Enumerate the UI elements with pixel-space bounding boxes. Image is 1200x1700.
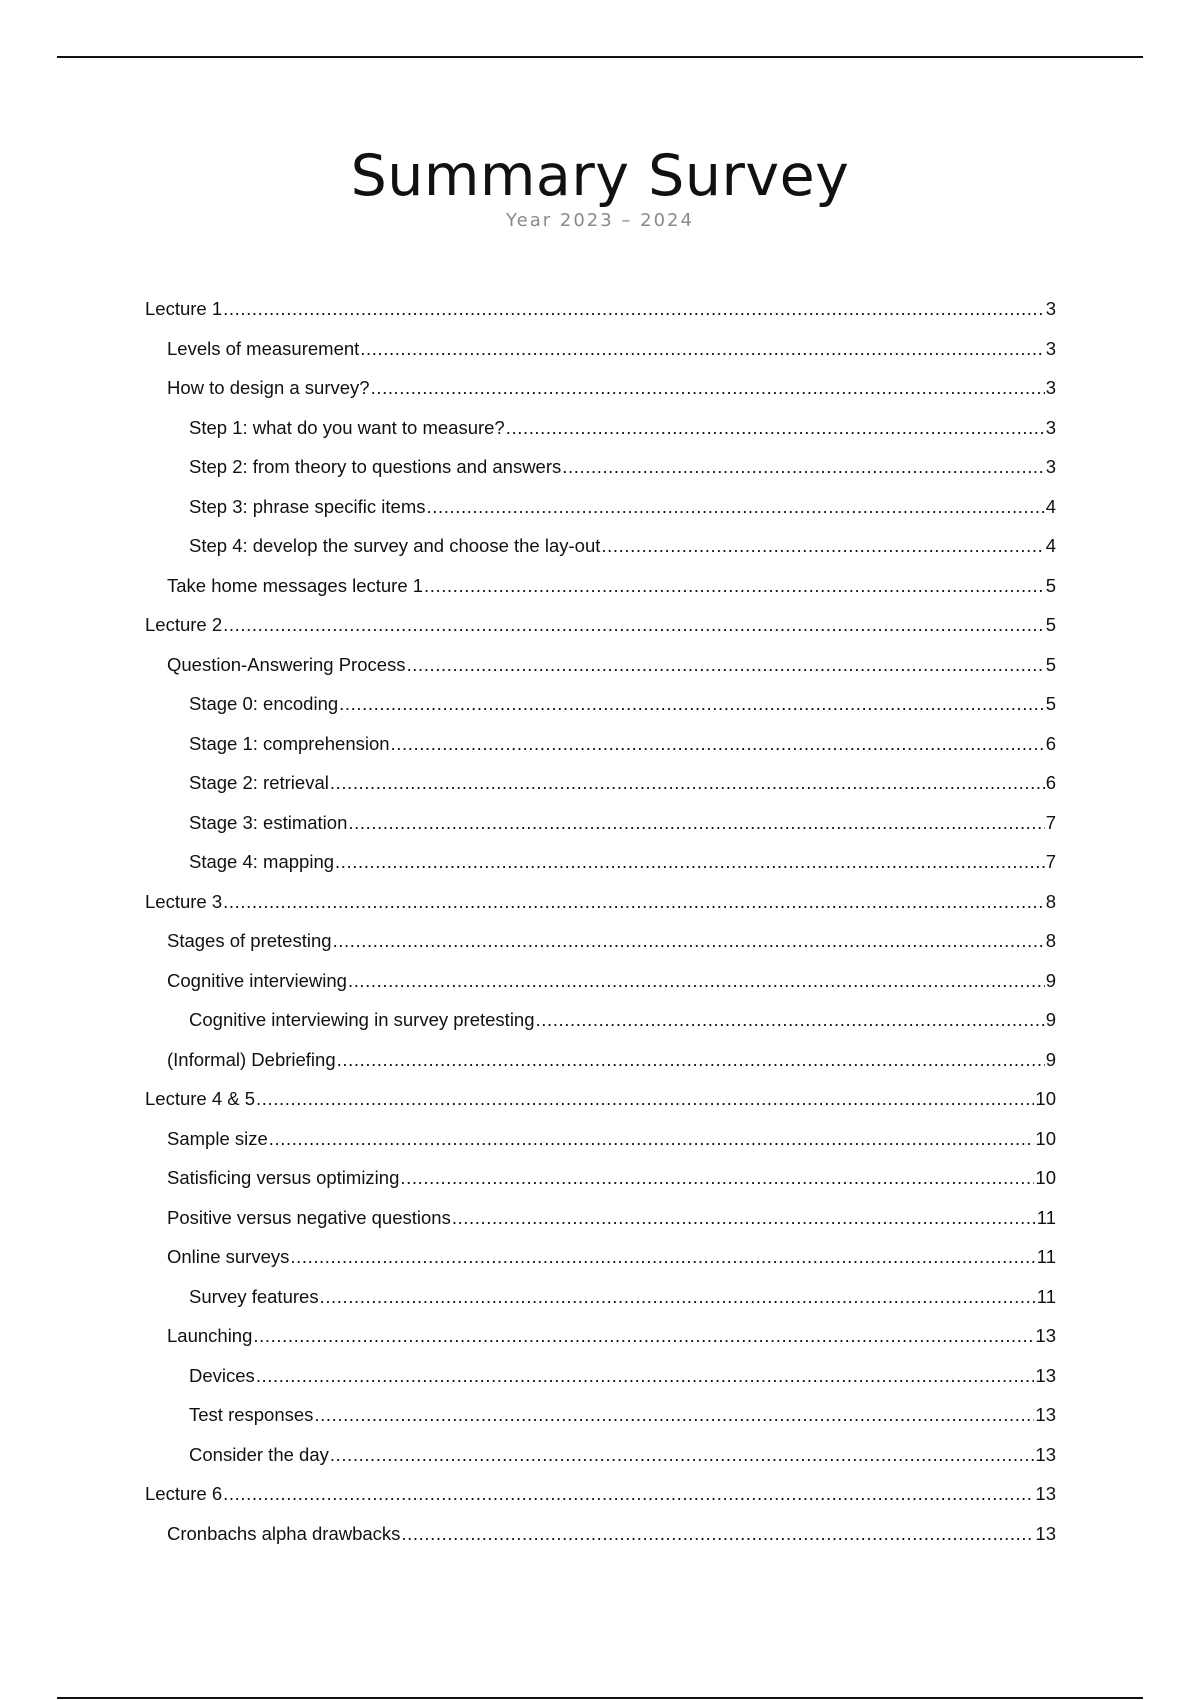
toc-entry[interactable]: [145, 654, 1056, 694]
toc-entry-page-number: 3: [1045, 416, 1056, 438]
toc-dot-leader: [320, 1286, 1036, 1308]
toc-dot-leader: [400, 1167, 1034, 1189]
toc-entry[interactable]: [145, 930, 1056, 970]
toc-entry-label: Lecture 6: [145, 1483, 223, 1504]
toc-dot-leader: [348, 812, 1044, 834]
toc-entry-page-number: 13: [1035, 1483, 1056, 1504]
toc-dot-leader: [424, 575, 1045, 597]
toc-entry-page-number: 6: [1045, 732, 1056, 754]
toc-entry-label: Cronbachs alpha drawbacks: [167, 1522, 401, 1544]
toc-entry-label: Lecture 3: [145, 890, 223, 912]
toc-entry[interactable]: [145, 733, 1056, 773]
toc-entry-label: Consider the day: [189, 1443, 329, 1465]
toc-entry[interactable]: [145, 338, 1056, 378]
toc-entry-page-number: 3: [1045, 377, 1056, 398]
toc-entry-label: Stage 3: estimation: [189, 811, 348, 833]
toc-dot-leader: [290, 1246, 1035, 1268]
toc-entry[interactable]: [145, 851, 1056, 891]
toc-dot-leader: [427, 496, 1045, 518]
document-subtitle: Year 2023 – 2024: [506, 210, 694, 231]
toc-entry-page-number: 5: [1045, 653, 1056, 675]
toc-entry[interactable]: [145, 812, 1056, 852]
toc-entry-page-number: 13: [1035, 1522, 1056, 1544]
toc-dot-leader: [339, 693, 1045, 715]
toc-dot-leader: [253, 1325, 1034, 1347]
toc-entry-page-number: 3: [1045, 298, 1056, 319]
toc-entry-label: Sample size: [167, 1127, 268, 1149]
toc-entry-page-number: 11: [1036, 1246, 1056, 1267]
toc-entry-label: Lecture 1: [145, 298, 223, 319]
toc-dot-leader: [330, 1444, 1035, 1466]
toc-entry-page-number: 8: [1045, 930, 1056, 951]
toc-dot-leader: [223, 1483, 1034, 1505]
toc-entry-page-number: 7: [1045, 811, 1056, 833]
toc-entry-label: How to design a survey?: [167, 377, 370, 398]
toc-entry-label: Levels of measurement: [167, 337, 360, 359]
toc-entry-label: Question-Answering Process: [167, 653, 406, 675]
toc-entry-page-number: 3: [1045, 456, 1056, 477]
toc-entry-label: Positive versus negative questions: [167, 1206, 451, 1228]
table-of-contents: [145, 298, 1056, 1562]
toc-entry[interactable]: [145, 456, 1056, 496]
toc-dot-leader: [371, 377, 1045, 399]
toc-entry-label: Step 3: phrase specific items: [189, 495, 426, 517]
toc-entry-page-number: 5: [1045, 693, 1056, 714]
toc-entry-page-number: 9: [1045, 1048, 1056, 1070]
toc-entry[interactable]: [145, 970, 1056, 1010]
toc-entry[interactable]: [145, 496, 1056, 536]
toc-dot-leader: [562, 456, 1044, 478]
footer-rule: [57, 1697, 1143, 1699]
toc-entry-label: Lecture 4 & 5: [145, 1088, 256, 1109]
toc-entry-page-number: 13: [1035, 1404, 1056, 1425]
toc-entry[interactable]: [145, 1088, 1056, 1128]
toc-entry[interactable]: [145, 614, 1056, 654]
toc-entry-page-number: 13: [1035, 1325, 1056, 1346]
title-block: [0, 142, 1200, 232]
toc-entry-page-number: 10: [1035, 1127, 1056, 1149]
toc-entry-label: Step 4: develop the survey and choose the lay-out: [189, 535, 601, 556]
toc-entry-label: Cognitive interviewing in survey pretesting: [189, 1009, 535, 1030]
toc-entry[interactable]: [145, 1444, 1056, 1484]
toc-entry-label: Survey features: [189, 1285, 319, 1307]
toc-entry-page-number: 7: [1045, 851, 1056, 872]
toc-entry-label: Stages of pretesting: [167, 930, 332, 951]
toc-dot-leader: [391, 733, 1045, 755]
toc-entry-page-number: 5: [1045, 574, 1056, 596]
toc-entry-label: Devices: [189, 1364, 255, 1386]
toc-dot-leader: [314, 1404, 1034, 1426]
toc-dot-leader: [452, 1207, 1036, 1229]
toc-entry-page-number: 4: [1045, 495, 1056, 517]
toc-entry-page-number: 5: [1045, 614, 1056, 635]
toc-entry[interactable]: [145, 417, 1056, 457]
toc-entry-label: Satisficing versus optimizing: [167, 1167, 400, 1188]
toc-entry[interactable]: [145, 772, 1056, 812]
toc-dot-leader: [333, 930, 1045, 952]
toc-entry-page-number: 9: [1045, 1009, 1056, 1030]
toc-entry-page-number: 8: [1045, 890, 1056, 912]
toc-entry[interactable]: [145, 1483, 1056, 1523]
toc-entry[interactable]: [145, 535, 1056, 575]
toc-dot-leader: [335, 851, 1045, 873]
toc-entry-label: Cognitive interviewing: [167, 969, 347, 991]
toc-entry[interactable]: [145, 1286, 1056, 1326]
toc-entry-label: (Informal) Debriefing: [167, 1048, 336, 1070]
toc-entry[interactable]: [145, 1365, 1056, 1405]
toc-dot-leader: [337, 1049, 1045, 1071]
document-title: Summary Survey: [350, 143, 850, 209]
toc-entry[interactable]: [145, 575, 1056, 615]
toc-entry[interactable]: [145, 1049, 1056, 1089]
toc-entry-page-number: 11: [1036, 1206, 1056, 1228]
toc-entry-label: Take home messages lecture 1: [167, 574, 424, 596]
toc-dot-leader: [223, 891, 1045, 913]
toc-dot-leader: [348, 970, 1045, 992]
toc-entry-page-number: 3: [1045, 337, 1056, 359]
toc-entry[interactable]: [145, 1009, 1056, 1049]
toc-entry[interactable]: [145, 1325, 1056, 1365]
toc-dot-leader: [223, 614, 1045, 636]
toc-entry-label: Step 1: what do you want to measure?: [189, 416, 505, 438]
toc-dot-leader: [536, 1009, 1045, 1031]
toc-entry-label: Stage 1: comprehension: [189, 732, 390, 754]
toc-dot-leader: [401, 1523, 1034, 1545]
toc-entry-page-number: 11: [1036, 1285, 1056, 1307]
toc-entry-label: Test responses: [189, 1404, 314, 1425]
toc-entry[interactable]: [145, 1128, 1056, 1168]
toc-dot-leader: [269, 1128, 1035, 1150]
toc-dot-leader: [256, 1365, 1035, 1387]
toc-dot-leader: [506, 417, 1045, 439]
toc-entry[interactable]: [145, 1167, 1056, 1207]
toc-entry[interactable]: [145, 1246, 1056, 1286]
toc-entry[interactable]: [145, 1404, 1056, 1444]
toc-entry-label: Stage 2: retrieval: [189, 772, 329, 793]
toc-entry[interactable]: [145, 1523, 1056, 1563]
toc-entry[interactable]: [145, 693, 1056, 733]
toc-entry-page-number: 13: [1035, 1364, 1056, 1386]
toc-entry[interactable]: [145, 891, 1056, 931]
toc-entry-label: Stage 4: mapping: [189, 851, 335, 872]
toc-dot-leader: [330, 772, 1045, 794]
toc-entry-page-number: 9: [1045, 969, 1056, 991]
toc-entry-page-number: 13: [1035, 1443, 1056, 1465]
toc-entry-page-number: 6: [1045, 772, 1056, 793]
toc-entry[interactable]: [145, 298, 1056, 338]
toc-entry-page-number: 4: [1045, 535, 1056, 556]
toc-entry-label: Stage 0: encoding: [189, 693, 339, 714]
toc-entry-label: Online surveys: [167, 1246, 290, 1267]
toc-entry-label: Lecture 2: [145, 614, 223, 635]
header-rule: [57, 56, 1143, 58]
toc-dot-leader: [223, 298, 1045, 320]
toc-entry-label: Step 2: from theory to questions and answers: [189, 456, 562, 477]
toc-dot-leader: [601, 535, 1044, 557]
toc-entry-label: Launching: [167, 1325, 253, 1346]
toc-entry[interactable]: [145, 1207, 1056, 1247]
toc-entry[interactable]: [145, 377, 1056, 417]
toc-dot-leader: [256, 1088, 1034, 1110]
toc-entry-page-number: 10: [1035, 1167, 1056, 1188]
toc-dot-leader: [407, 654, 1045, 676]
toc-dot-leader: [360, 338, 1044, 360]
toc-entry-page-number: 10: [1035, 1088, 1056, 1109]
